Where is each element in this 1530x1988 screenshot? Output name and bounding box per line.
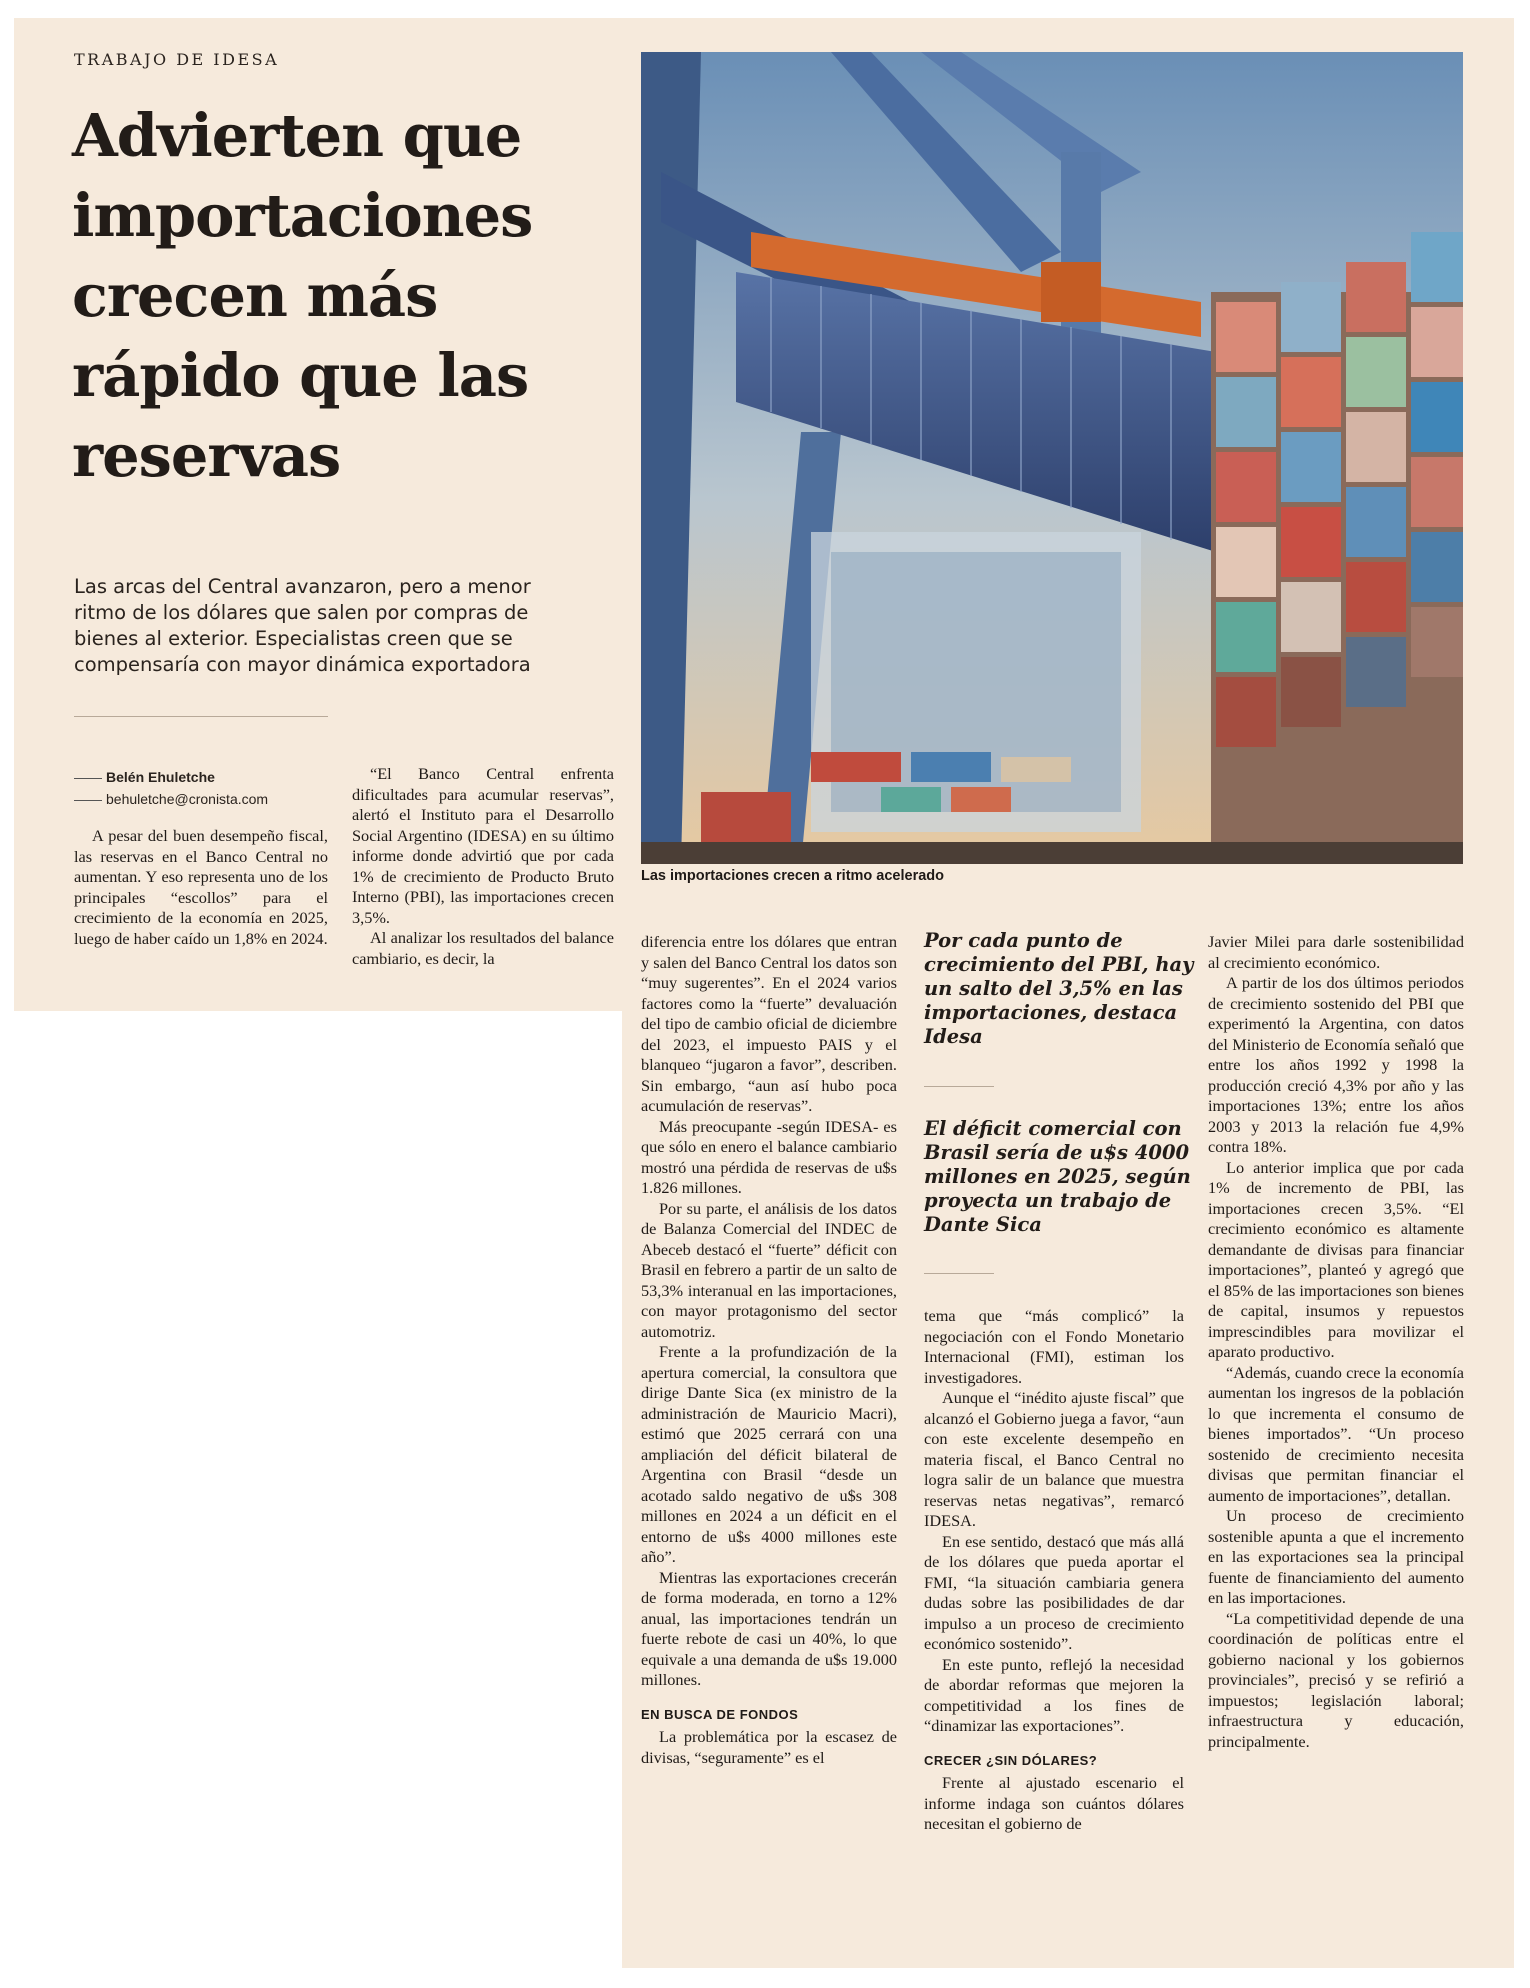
- subhead-en-busca-de-fondos: EN BUSCA DE FONDOS: [641, 1706, 799, 1722]
- photo-caption: Las importaciones crecen a ritmo acelerado: [641, 868, 945, 884]
- pull-quote-1: Por cada punto de crecimiento del PBI, hay un salto del 3,5% en las importaciones, destaca Idesa: [924, 929, 1194, 1048]
- section-label: TRABAJO DE IDESA: [74, 50, 280, 69]
- subhead-crecer-sin-dolares: CRECER ¿SIN DÓLARES?: [924, 1752, 1098, 1768]
- paragraph: Más preocupante -según IDESA- es que sólo en enero el balance cambiario mostró una pérdida de reservas de u$s 1.826 millones.: [641, 1116, 897, 1197]
- paragraph: tema que “más complicó” la negociación con el Fondo Monetario Internacional (FMI), estiman los investigadores.: [924, 1306, 1184, 1387]
- byline-author: Belén Ehuletche: [106, 769, 215, 785]
- paragraph: Frente a la profundización de la apertura comercial, la consultora que dirige Dante Sica (ex ministro de la administración de Mauricio Macri), estimó que 2025 cerrará con una ampliación del déficit bilateral de Argentina con Brasil “desde un acotado saldo negativo de u$s 308 millones en 2024 a un déficit en el entorno de u$s 4000 millones este año”.: [641, 1342, 897, 1566]
- paragraph: Frente al ajustado escenario el informe indaga son cuántos dólares necesitan el gobierno de: [924, 1773, 1184, 1833]
- paragraph: Javier Milei para darle sostenibilidad al crecimiento económico.: [1208, 932, 1464, 972]
- paragraph: Al analizar los resultados del balance cambiario, es decir, la: [352, 928, 614, 968]
- article-photo: [641, 52, 1463, 864]
- container-port-image: [641, 52, 1463, 864]
- body-column-3: [641, 932, 897, 1768]
- paragraph: En ese sentido, destacó que más allá de los dólares que pueda aportar el FMI, “la situación cambiaria genera dudas sobre las posibilidades de dar impulso a un proceso de crecimiento económico sostenido”.: [924, 1531, 1184, 1653]
- deck: Las arcas del Central avanzaron, pero a menor ritmo de los dólares que salen por compras de bienes al exterior. Especialistas creen que se compensaría con mayor dinámica exportadora: [74, 575, 531, 676]
- headline: Advierten que importaciones crecen más rápido que las reservas: [72, 101, 533, 490]
- pull-quote-divider: [924, 1086, 994, 1087]
- paragraph: Aunque el “inédito ajuste fiscal” que alcanzó el Gobierno juega a favor, “aun con este excelente desempeño en materia fiscal, el Banco Central no logra salir de un balance que muestra reservas netas negativas”, remarcó IDESA.: [924, 1388, 1184, 1530]
- byline-email[interactable]: behuletche@cronista.com: [106, 791, 269, 807]
- paragraph: Un proceso de crecimiento sostenible apunta a que el incremento en las exportaciones sea la principal fuente de financiamiento del aumento en las importaciones.: [1208, 1506, 1464, 1607]
- pull-quote-divider: [924, 1273, 994, 1274]
- paragraph: “La competitividad depende de una coordinación de políticas entre el gobierno nacional y los gobiernos provinciales”, precisó y se refirió a impuestos; legislación laboral; infraestructura y educación, principalmente.: [1208, 1608, 1464, 1751]
- byline-dash: [74, 800, 102, 801]
- byline-dash: [74, 778, 102, 779]
- pull-quote-2: El déficit comercial con Brasil sería de u$s 4000 millones en 2025, según proyecta un trabajo de Dante Sica: [924, 1117, 1191, 1236]
- paragraph: “El Banco Central enfrenta dificultades para acumular reservas”, alertó el Instituto para el Desarrollo Social Argentino (IDESA) en su último informe donde advirtió que por cada 1% de crecimiento de Producto Bruto Interno (PBI), las importaciones crecen 3,5%.: [352, 764, 614, 927]
- deck-divider: [74, 716, 328, 717]
- body-column-4: [924, 1306, 1184, 1835]
- byline: [74, 766, 268, 810]
- paragraph: “Además, cuando crece la economía aumentan los ingresos de la población lo que incrementa el consumo de bienes importados”. “Un proceso sostenido de crecimiento necesita divisas que permitan financiar el aumento de importaciones”, detallan.: [1208, 1362, 1464, 1505]
- paragraph: A partir de los dos últimos periodos de crecimiento sostenido del PBI que experimentó la Argentina, con datos del Ministerio de Economía señaló que entre los años 1992 y 1998 la producción creció 4,3% por año y las importaciones 13%; entre los años 2003 y 2013 la relación fue 4,9% contra 18%.: [1208, 973, 1464, 1156]
- paragraph: diferencia entre los dólares que entran y salen del Banco Central los datos son “muy sugerentes”. En el 2024 varios factores como la “fuerte” devaluación del tipo de cambio oficial de diciembre del 2023, el impuesto PAIS y el blanqueo “jugaron a favor”, describen. Sin embargo, “aun así hubo poca acumulación de reservas”.: [641, 932, 897, 1115]
- body-column-5: [1208, 932, 1464, 1752]
- paragraph: Por su parte, el análisis de los datos de Balanza Comercial del INDEC de Abeceb destacó el “fuerte” déficit con Brasil en febrero a partir de un salto de 53,3% interanual en las importaciones, con mayor protagonismo del sector automotriz.: [641, 1198, 897, 1341]
- paragraph: En este punto, reflejó la necesidad de abordar reformas que mejoren la competitividad a los fines de “dinamizar las exportaciones”.: [924, 1654, 1184, 1735]
- paragraph: Mientras las exportaciones crecerán de forma moderada, en torno a 12% anual, las importaciones tendrán un fuerte rebote de casi un 40%, lo que equivale a una demanda de u$s 19.000 millones.: [641, 1567, 897, 1689]
- body-column-1: [74, 826, 328, 949]
- body-column-2: [352, 764, 614, 969]
- paragraph: La problemática por la escasez de divisas, “seguramente” es el: [641, 1727, 897, 1767]
- paragraph: Lo anterior implica que por cada 1% de incremento de PBI, las importaciones crecen 3,5%. “El crecimiento económico es altamente demandante de divisas para financiar importaciones”, planteó y agregó que el 85% de las importaciones son bienes de capital, insumos y repuestos imprescindibles para movilizar el aparato productivo.: [1208, 1157, 1464, 1361]
- paragraph: A pesar del buen desempeño fiscal, las reservas en el Banco Central no aumentan. Y eso representa uno de los principales “escollos” para el crecimiento de la economía en 2025, luego de haber caído un 1,8% en 2024.: [74, 826, 328, 948]
